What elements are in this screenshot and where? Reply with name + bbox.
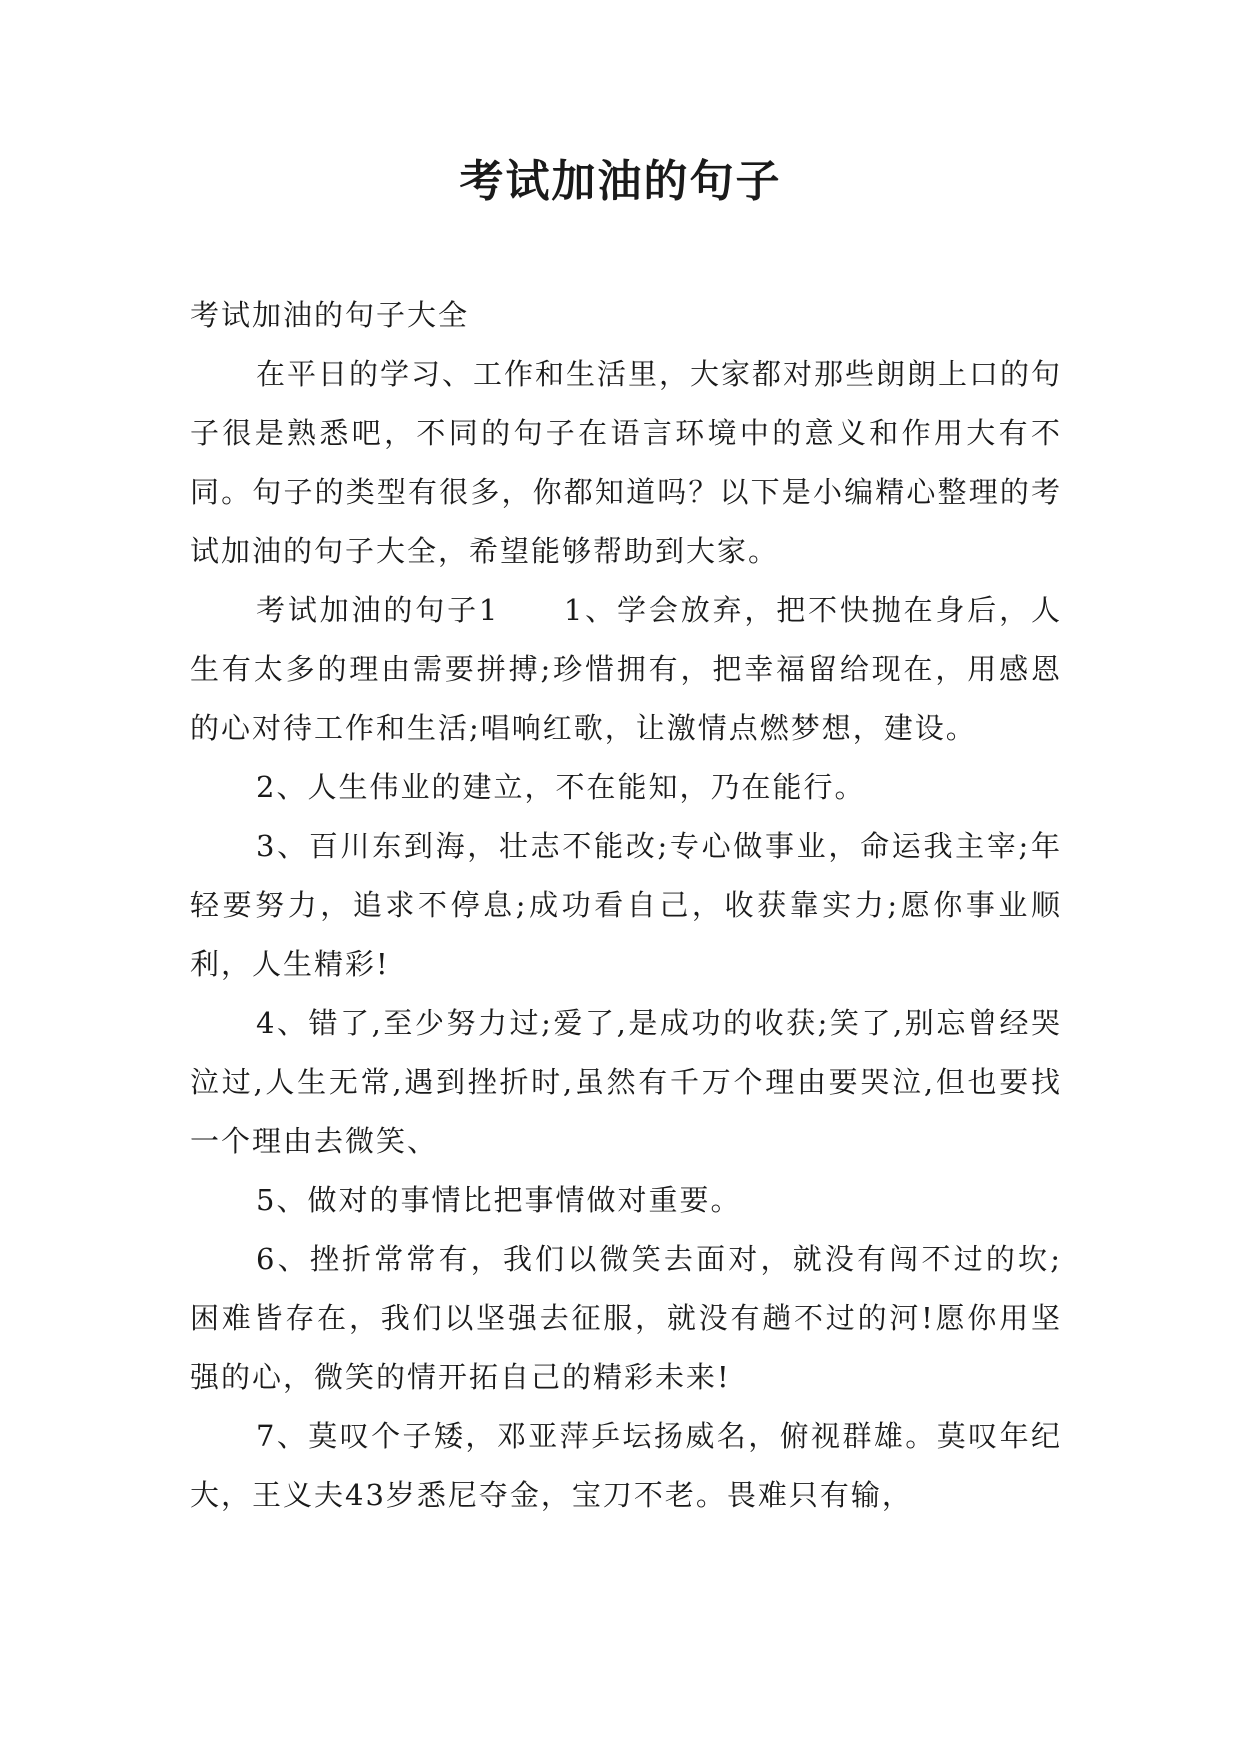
paragraph-item-3: 3、百川东到海，壮志不能改;专心做事业，命运我主宰;年轻要努力，追求不停息;成功看自己，收获靠实力;愿你事业顺利，人生精彩! — [190, 829, 1062, 981]
paragraph-item-7: 7、莫叹个子矮，邓亚萍乒坛扬威名，俯视群雄。莫叹年纪大，王义夫43岁悉尼夺金，宝刀不老。畏难只有输， — [190, 1419, 1062, 1512]
paragraph-item-5: 5、做对的事情比把事情做对重要。 — [256, 1183, 742, 1217]
document-body — [190, 286, 1062, 1525]
paragraph-item-6: 6、挫折常常有，我们以微笑去面对，就没有闯不过的坎;困难皆存在，我们以坚强去征服，就没有趟不过的河!愿你用坚强的心，微笑的情开拓自己的精彩未来! — [190, 1242, 1062, 1394]
paragraph-item-1: 考试加油的句子1 1、学会放弃，把不快抛在身后，人生有太多的理由需要拼搏;珍惜拥有，把幸福留给现在，用感恩的心对待工作和生活;唱响红歌，让激情点燃梦想，建设。 — [190, 593, 1062, 745]
document-title: 考试加油的句子 — [459, 156, 782, 207]
paragraph-item-4: 4、错了,至少努力过;爱了,是成功的收获;笑了,别忘曾经哭泣过,人生无常,遇到挫折时,虽然有千万个理由要哭泣,但也要找一个理由去微笑、 — [190, 1006, 1062, 1158]
paragraph-item-2: 2、人生伟业的建立，不在能知，乃在能行。 — [256, 770, 866, 804]
paragraph-intro: 在平日的学习、工作和生活里，大家都对那些朗朗上口的句子很是熟悉吧，不同的句子在语言环境中的意义和作用大有不同。句子的类型有很多，你都知道吗？以下是小编精心整理的考试加油的句子大全，希望能够帮助到大家。 — [190, 357, 1063, 568]
document-subtitle: 考试加油的句子大全 — [190, 298, 470, 332]
